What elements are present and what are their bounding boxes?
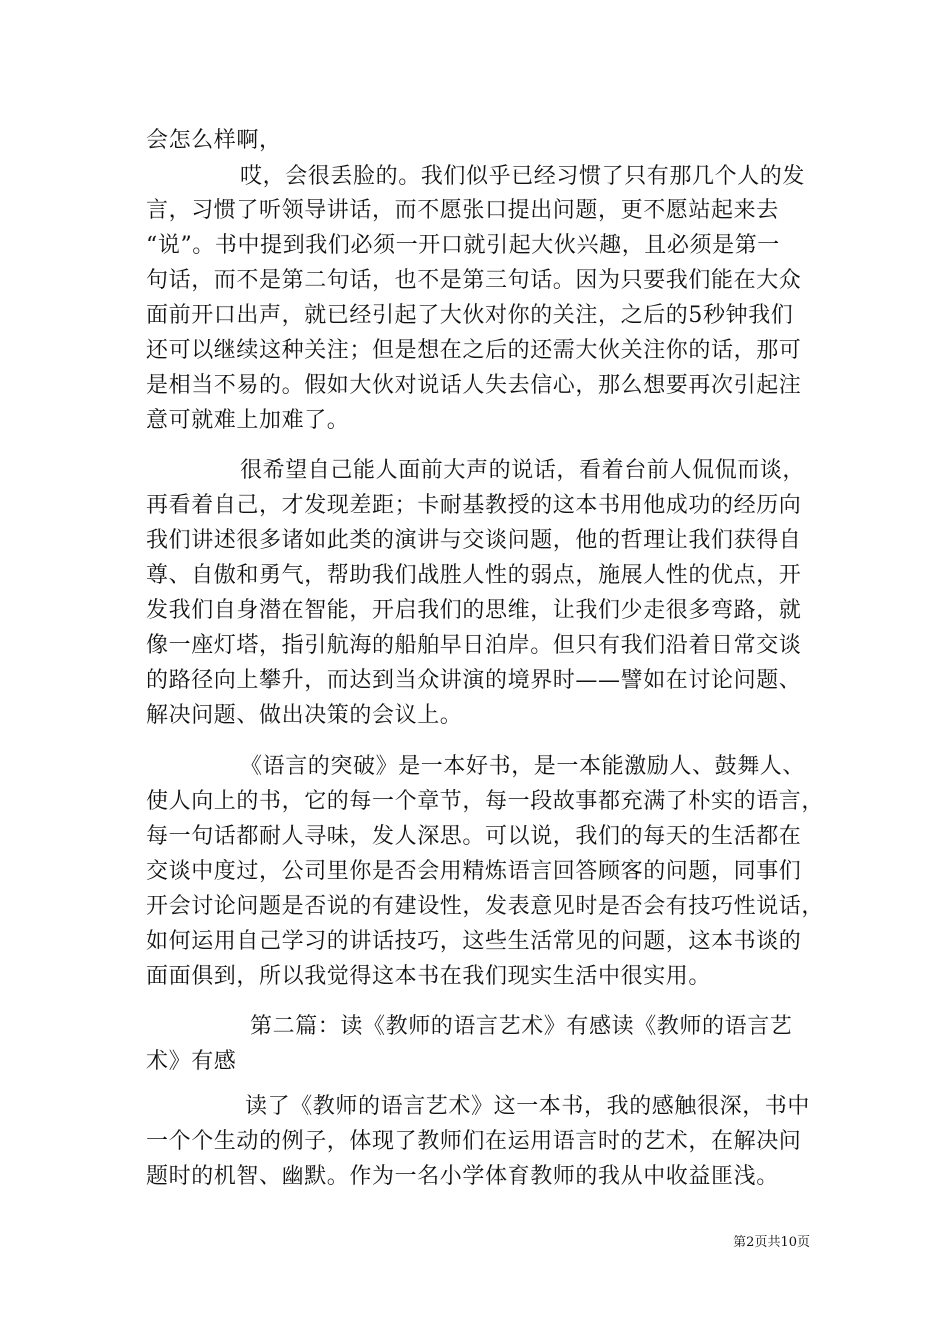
text-line: 如何运用自己学习的讲话技巧，这些生活常见的问题，这本书谈的	[146, 929, 802, 954]
text-line: 面前开口出声，就已经引起了大伙对你的关注，之后的5秒钟我们	[146, 303, 794, 328]
section-heading: 第二篇：读《教师的语言艺术》有感读《教师的语言艺	[250, 1014, 793, 1039]
text-line: 开会讨论问题是否说的有建设性，发表意见时是否会有技巧性说话，	[146, 894, 825, 919]
section-heading: 术》有感	[146, 1049, 237, 1074]
text-line: 我们讲述很多诸如此类的演讲与交谈问题，他的哲理让我们获得自	[146, 528, 802, 553]
text-line: “说”。书中提到我们必须一开口就引起大伙兴趣，且必须是第一	[146, 233, 780, 258]
text-line: 交谈中度过，公司里你是否会用精炼语言回答顾客的问题，同事们	[146, 859, 802, 884]
text-line: 哎，会很丢脸的。我们似乎已经习惯了只有那几个人的发	[240, 164, 806, 189]
text-line: 题时的机智、幽默。作为一名小学体育教师的我从中收益匪浅。	[146, 1164, 779, 1189]
text-line: 读了《教师的语言艺术》这一本书，我的感触很深，书中	[245, 1094, 811, 1119]
text-line: 言，习惯了听领导讲话，而不愿张口提出问题，更不愿站起来去	[146, 198, 779, 223]
text-line: 发我们自身潜在智能，开启我们的思维，让我们少走很多弯路，就	[146, 598, 802, 623]
text-line: 再看着自己，才发现差距；卡耐基教授的这本书用他成功的经历向	[146, 493, 802, 518]
text-line: 的路径向上攀升，而达到当众讲演的境界时——譬如在讨论问题、	[146, 668, 802, 693]
text-line: 像一座灯塔，指引航海的船舶早日泊岸。但只有我们沿着日常交谈	[146, 633, 802, 658]
text-line: 一个个生动的例子，体现了教师们在运用语言时的艺术，在解决问	[146, 1129, 802, 1154]
text-line: 面面俱到，所以我觉得这本书在我们现实生活中很实用。	[146, 964, 712, 989]
page-number: 第2页共10页	[733, 1235, 810, 1250]
text-line: 每一句话都耐人寻味，发人深思。可以说，我们的每天的生活都在	[146, 824, 802, 849]
text-line: 句话，而不是第二句话，也不是第三句话。因为只要我们能在大众	[146, 268, 802, 293]
text-line: 《语言的突破》是一本好书，是一本能激励人、鼓舞人、	[240, 754, 806, 779]
text-line: 意可就难上加难了。	[146, 408, 350, 433]
text-line: 尊、自傲和勇气，帮助我们战胜人性的弱点，施展人性的优点，开	[146, 563, 802, 588]
text-line: 解决问题、做出决策的会议上。	[146, 703, 463, 728]
text-line: 使人向上的书，它的每一个章节，每一段故事都充满了朴实的语言，	[146, 789, 825, 814]
text-line: 还可以继续这种关注；但是想在之后的还需大伙关注你的话，那可	[146, 338, 802, 363]
text-line: 很希望自己能人面前大声的说话，看着台前人侃侃而谈，	[240, 458, 806, 483]
text-line: 是相当不易的。假如大伙对说话人失去信心，那么想要再次引起注	[146, 373, 802, 398]
text-line: 会怎么样啊，	[146, 128, 282, 153]
